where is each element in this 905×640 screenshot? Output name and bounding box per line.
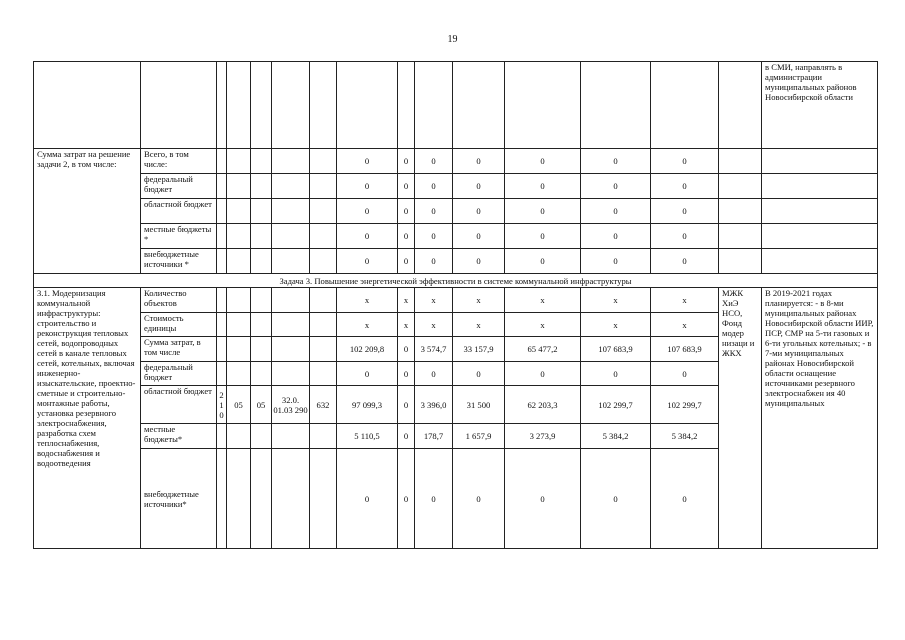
value-cell: 0: [453, 449, 505, 549]
value-cell: 0: [337, 199, 398, 224]
empty-cell: [719, 62, 762, 149]
empty-cell: [227, 62, 251, 149]
empty-cell: [251, 62, 272, 149]
budget-source: областной бюджет: [141, 386, 217, 424]
value-cell: 0: [581, 449, 651, 549]
code-cell: [217, 249, 227, 274]
code-cell: [217, 224, 227, 249]
value-cell: 0: [581, 174, 651, 199]
value-cell: 0: [453, 249, 505, 274]
code-cell: [272, 449, 310, 549]
value-cell: 107 683,9: [651, 337, 719, 362]
empty-cell: [310, 62, 337, 149]
measure-label: 3.1. Модернизация коммунальной инфраструктуры: строительство и реконструкция тепловых сетей, водопроводных сетей в канале тепловых сетей, котельных, включая инженерно-изыскательские, проектно-сметные и строительно-монтажные работы, установка резервного электроснабжения, разработка схем теплоснабжения, водоснабжения и водоотведения: [34, 288, 141, 549]
value-cell: х: [651, 313, 719, 337]
code-cell: [251, 424, 272, 449]
value-cell: 0: [505, 149, 581, 174]
value-cell: 0: [505, 249, 581, 274]
code-cell: [272, 424, 310, 449]
value-cell: 31 500: [453, 386, 505, 424]
code-cell: [251, 337, 272, 362]
value-cell: х: [453, 288, 505, 313]
note-cell: [762, 224, 878, 249]
value-cell: 0: [651, 249, 719, 274]
code-cell: [310, 249, 337, 274]
value-cell: 0: [581, 362, 651, 386]
value-cell: 0: [505, 199, 581, 224]
code-cell: [310, 313, 337, 337]
value-cell: 0: [398, 362, 415, 386]
code-cell: [251, 449, 272, 549]
value-cell: 0: [505, 224, 581, 249]
value-cell: 102 299,7: [651, 386, 719, 424]
code-cell: [310, 149, 337, 174]
code-cell: [217, 449, 227, 549]
value-cell: 0: [505, 449, 581, 549]
value-cell: х: [505, 288, 581, 313]
value-cell: 33 157,9: [453, 337, 505, 362]
value-cell: 0: [398, 224, 415, 249]
value-cell: х: [415, 288, 453, 313]
code-cell: 2 1 0: [217, 386, 227, 424]
code-cell: [217, 337, 227, 362]
code-cell: [272, 337, 310, 362]
value-cell: 0: [415, 362, 453, 386]
note-cell: [762, 199, 878, 224]
value-cell: 0: [453, 224, 505, 249]
value-cell: 0: [398, 449, 415, 549]
value-cell: х: [581, 313, 651, 337]
note-cell: в СМИ, направлять в администрации муниципальных районов Новосибирской области: [762, 62, 878, 149]
value-cell: х: [581, 288, 651, 313]
code-cell: [251, 224, 272, 249]
budget-source: внебюджетные источники*: [141, 449, 217, 549]
value-cell: 0: [505, 174, 581, 199]
code-cell: [272, 199, 310, 224]
value-cell: 0: [337, 149, 398, 174]
value-cell: 0: [453, 174, 505, 199]
value-cell: 0: [651, 224, 719, 249]
value-cell: 5 384,2: [651, 424, 719, 449]
code-cell: [272, 249, 310, 274]
code-cell: [227, 424, 251, 449]
value-cell: 0: [581, 199, 651, 224]
value-cell: 0: [651, 449, 719, 549]
code-cell: [272, 149, 310, 174]
code-cell: [310, 362, 337, 386]
code-cell: [272, 362, 310, 386]
code-cell: [227, 224, 251, 249]
empty-cell: [453, 62, 505, 149]
page-number: 19: [447, 34, 458, 45]
code-cell: [227, 362, 251, 386]
executor-cell: [719, 174, 762, 199]
value-cell: 0: [337, 249, 398, 274]
value-cell: 0: [415, 149, 453, 174]
code-cell: [227, 249, 251, 274]
sum-row: [34, 249, 878, 274]
value-cell: 0: [415, 199, 453, 224]
value-cell: 0: [651, 199, 719, 224]
budget-source: Сумма затрат, в том числе: [141, 337, 217, 362]
sum-row: [34, 174, 878, 199]
code-cell: [251, 288, 272, 313]
sum-row: [34, 199, 878, 224]
value-cell: 0: [651, 149, 719, 174]
value-cell: х: [651, 288, 719, 313]
continuation-row: [34, 62, 878, 149]
value-cell: 0: [505, 362, 581, 386]
empty-cell: [272, 62, 310, 149]
empty-cell: [217, 62, 227, 149]
program-table: [33, 61, 878, 549]
value-cell: 5 384,2: [581, 424, 651, 449]
code-cell: [217, 288, 227, 313]
budget-source: федеральный бюджет: [141, 362, 217, 386]
value-cell: 0: [453, 199, 505, 224]
budget-source: федеральный бюджет: [141, 174, 217, 199]
value-cell: 0: [398, 249, 415, 274]
code-cell: [310, 288, 337, 313]
value-cell: х: [415, 313, 453, 337]
empty-cell: [581, 62, 651, 149]
value-cell: 0: [581, 224, 651, 249]
value-cell: 102 209,8: [337, 337, 398, 362]
value-cell: 65 477,2: [505, 337, 581, 362]
code-cell: [217, 362, 227, 386]
value-cell: 0: [415, 249, 453, 274]
code-cell: [310, 337, 337, 362]
empty-cell: [415, 62, 453, 149]
value-cell: х: [398, 313, 415, 337]
task-title-row: [34, 274, 878, 288]
executor-cell: [719, 249, 762, 274]
empty-cell: [34, 62, 141, 149]
code-cell: 05: [227, 386, 251, 424]
value-cell: 0: [337, 362, 398, 386]
code-cell: [310, 224, 337, 249]
value-cell: 0: [453, 362, 505, 386]
code-cell: [310, 174, 337, 199]
sum-row: [34, 224, 878, 249]
code-cell: [217, 174, 227, 199]
code-cell: [310, 199, 337, 224]
code-cell: [227, 199, 251, 224]
note-cell: В 2019-2021 годах планируется: - в 8-ми муниципальных районах Новосибирской области ИИР, ПСР, СМР на 5-ти газовых и 6-ти угольных котельных; - в 7-ми муниципальных районах Новосибирской области оснащение источниками резервного электроснабжен ия 40 муниципальных: [762, 288, 878, 549]
value-cell: 0: [398, 199, 415, 224]
code-cell: [251, 249, 272, 274]
value-cell: 0: [398, 174, 415, 199]
budget-source: Количество объектов: [141, 288, 217, 313]
measure-row: [34, 288, 878, 313]
code-cell: [227, 337, 251, 362]
budget-source: областной бюджет: [141, 199, 217, 224]
empty-cell: [337, 62, 398, 149]
budget-source: местные бюджеты *: [141, 224, 217, 249]
value-cell: х: [337, 288, 398, 313]
budget-source: местные бюджеты*: [141, 424, 217, 449]
value-cell: 62 203,3: [505, 386, 581, 424]
executor-cell: [719, 199, 762, 224]
value-cell: 102 299,7: [581, 386, 651, 424]
value-cell: 0: [453, 149, 505, 174]
value-cell: 0: [651, 174, 719, 199]
value-cell: 3 574,7: [415, 337, 453, 362]
code-cell: [272, 224, 310, 249]
value-cell: 0: [337, 224, 398, 249]
code-cell: [217, 149, 227, 174]
code-cell: [227, 149, 251, 174]
value-cell: х: [337, 313, 398, 337]
code-cell: [217, 199, 227, 224]
code-cell: [251, 174, 272, 199]
value-cell: х: [505, 313, 581, 337]
note-cell: [762, 249, 878, 274]
task-title: Задача 3. Повышение энергетической эффективности в системе коммунальной инфраструктуры: [34, 274, 878, 288]
value-cell: 178,7: [415, 424, 453, 449]
value-cell: 0: [398, 386, 415, 424]
value-cell: 1 657,9: [453, 424, 505, 449]
executor-cell: МЖК ХиЭ НСО, Фонд модер низаци и ЖКХ: [719, 288, 762, 549]
budget-source: Стоимость единицы: [141, 313, 217, 337]
value-cell: 0: [651, 362, 719, 386]
value-cell: 3 273,9: [505, 424, 581, 449]
code-cell: [227, 449, 251, 549]
code-cell: [227, 288, 251, 313]
empty-cell: [651, 62, 719, 149]
sum-label: Сумма затрат на решение задачи 2, в том числе:: [34, 149, 141, 274]
code-cell: [310, 449, 337, 549]
budget-source: внебюджетные источники *: [141, 249, 217, 274]
code-cell: [217, 313, 227, 337]
value-cell: 97 099,3: [337, 386, 398, 424]
value-cell: 0: [398, 337, 415, 362]
value-cell: х: [398, 288, 415, 313]
value-cell: 0: [337, 174, 398, 199]
sum-row: [34, 149, 878, 174]
budget-source: Всего, в том числе:: [141, 149, 217, 174]
note-cell: [762, 174, 878, 199]
note-cell: [762, 149, 878, 174]
code-cell: [310, 424, 337, 449]
value-cell: 0: [398, 424, 415, 449]
code-cell: [251, 313, 272, 337]
value-cell: 0: [415, 449, 453, 549]
value-cell: 107 683,9: [581, 337, 651, 362]
empty-cell: [398, 62, 415, 149]
code-cell: [251, 362, 272, 386]
value-cell: 0: [581, 149, 651, 174]
code-cell: [251, 199, 272, 224]
code-cell: [217, 424, 227, 449]
value-cell: 0: [581, 249, 651, 274]
value-cell: 0: [337, 449, 398, 549]
code-cell: [272, 313, 310, 337]
executor-cell: [719, 149, 762, 174]
value-cell: х: [453, 313, 505, 337]
code-cell: [272, 174, 310, 199]
code-cell: [227, 174, 251, 199]
empty-cell: [505, 62, 581, 149]
code-cell: 632: [310, 386, 337, 424]
code-cell: [227, 313, 251, 337]
empty-cell: [141, 62, 217, 149]
code-cell: [272, 288, 310, 313]
value-cell: 0: [415, 174, 453, 199]
code-cell: 32.0. 01.03 290: [272, 386, 310, 424]
value-cell: 5 110,5: [337, 424, 398, 449]
code-cell: 05: [251, 386, 272, 424]
value-cell: 3 396,0: [415, 386, 453, 424]
value-cell: 0: [398, 149, 415, 174]
code-cell: [251, 149, 272, 174]
value-cell: 0: [415, 224, 453, 249]
executor-cell: [719, 224, 762, 249]
